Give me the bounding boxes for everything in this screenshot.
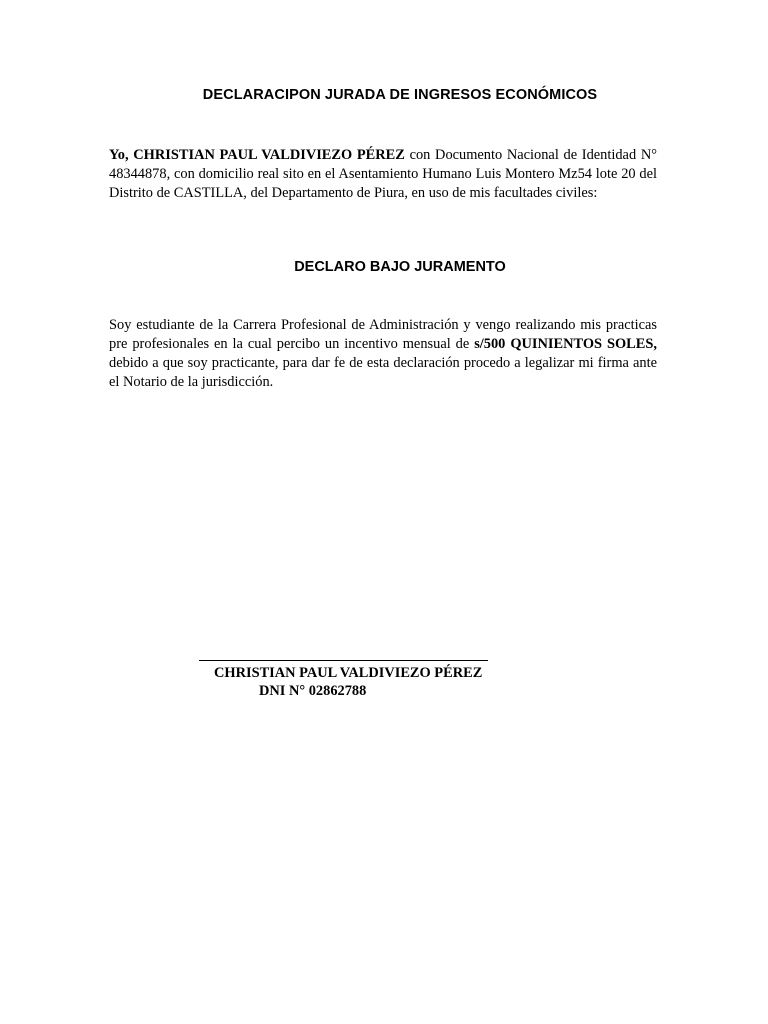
declarant-intro: Yo, CHRISTIAN PAUL VALDIVIEZO PÉREZ bbox=[109, 147, 405, 163]
income-text-before: Soy estudiante de la Carrera Profesional de Administración y vengo realizando mis practicas pre profesionales en la cual percibo un incentivo mensual de bbox=[109, 317, 657, 352]
declarant-paragraph bbox=[109, 146, 657, 203]
income-amount: s/500 QUINIENTOS SOLES, bbox=[474, 336, 657, 352]
signature-line bbox=[199, 660, 488, 661]
income-text-after: debido a que soy practicante, para dar fe de esta declaración procedo a legalizar mi firma ante el Notario de la jurisdicción. bbox=[109, 355, 657, 390]
declarant-details: con Documento Nacional de Identidad N° 48344878, con domicilio real sito en el Asentamiento Humano Luis Montero Mz54 lote 20 del Distrito de CASTILLA, del Departamento de Piura, en uso de mis facultades civiles: bbox=[109, 147, 657, 201]
signature-dni: DNI N° 02862788 bbox=[259, 683, 367, 699]
declaration-subtitle: DECLARO BAJO JURAMENTO bbox=[294, 259, 506, 275]
document-title: DECLARACIPON JURADA DE INGRESOS ECONÓMICOS bbox=[202, 87, 598, 103]
signature-name: CHRISTIAN PAUL VALDIVIEZO PÉREZ bbox=[214, 665, 483, 681]
income-paragraph bbox=[109, 316, 657, 392]
